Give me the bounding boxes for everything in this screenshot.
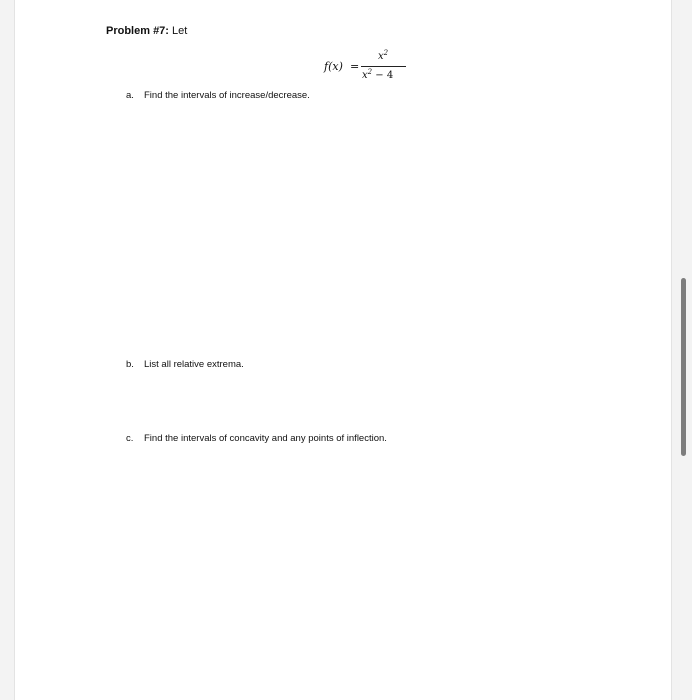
formula-equals: = (350, 60, 360, 73)
part-c-text: Find the intervals of concavity and any points of inflection. (144, 433, 387, 444)
fraction-bar (361, 66, 406, 67)
numerator-base: x (378, 51, 384, 62)
function-formula (324, 49, 410, 83)
scrollbar-thumb[interactable] (681, 278, 686, 456)
part-a-letter: a. (126, 90, 134, 101)
problem-suffix: Let (168, 25, 188, 37)
question-part-a (126, 90, 310, 101)
denominator-rest: − 4 (372, 70, 394, 81)
document-page (14, 0, 672, 700)
part-b-text: List all relative extrema. (144, 359, 244, 370)
formula-numerator (378, 49, 388, 62)
question-part-b (126, 359, 244, 370)
part-c-letter: c. (126, 433, 134, 444)
formula-lhs: f(x) (324, 60, 343, 73)
formula-denominator (362, 68, 393, 81)
problem-label: Problem #7: (106, 25, 169, 37)
numerator-exponent: 2 (383, 49, 389, 57)
part-b-letter: b. (126, 359, 134, 370)
problem-title (106, 25, 187, 37)
denominator-base: x (362, 70, 368, 81)
question-part-c (126, 433, 387, 444)
denominator-exponent: 2 (367, 68, 373, 76)
part-a-text: Find the intervals of increase/decrease. (144, 90, 310, 101)
